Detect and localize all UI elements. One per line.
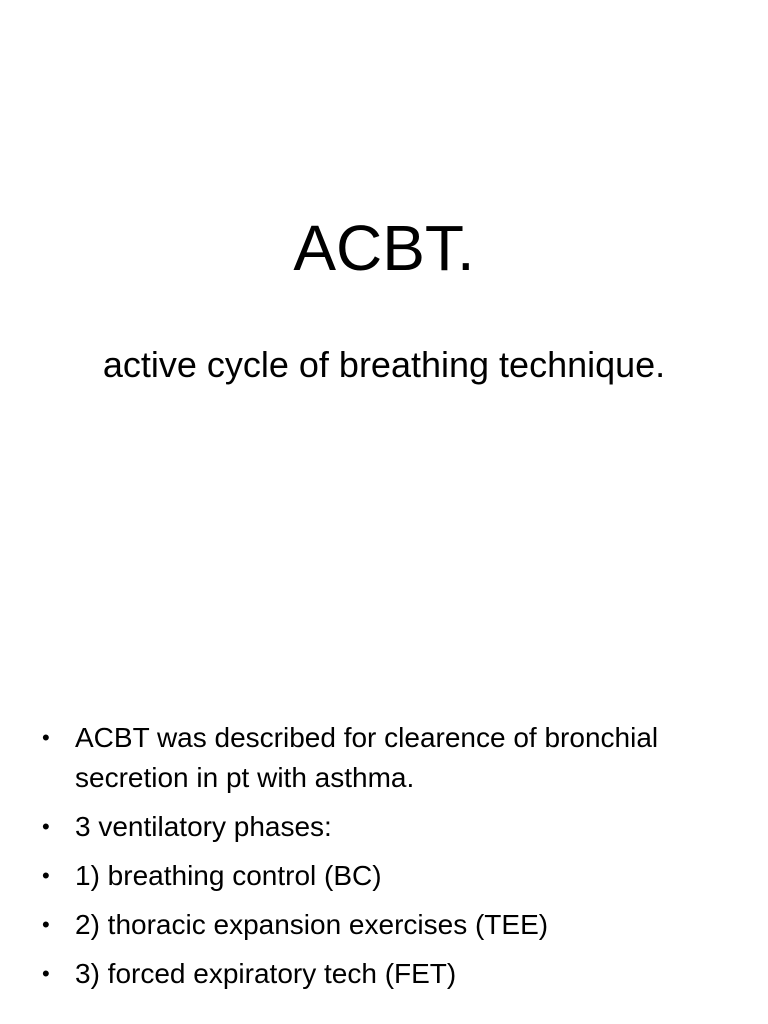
- bullet-text: 3 ventilatory phases:: [75, 811, 332, 842]
- bullet-text: ACBT was described for clearence of bronchial secretion in pt with asthma.: [75, 722, 659, 793]
- bullet-icon: •: [42, 961, 50, 986]
- bullet-item: [40, 856, 740, 896]
- slide-title: ACBT.: [293, 212, 475, 284]
- bullet-icon: •: [42, 725, 50, 750]
- bullet-icon: •: [42, 814, 50, 839]
- bullet-text: 3) forced expiratory tech (FET): [75, 958, 457, 989]
- slide-subtitle: active cycle of breathing technique.: [102, 344, 666, 385]
- bullet-item: [40, 807, 740, 847]
- bullet-item: [40, 718, 740, 798]
- bullet-text: 2) thoracic expansion exercises (TEE): [75, 909, 549, 940]
- bullet-icon: •: [42, 863, 50, 888]
- bullet-item: [40, 905, 740, 945]
- bullet-text: 1) breathing control (BC): [75, 860, 382, 891]
- bullet-icon: •: [42, 912, 50, 937]
- bullet-item: [40, 954, 740, 994]
- bullet-list: [40, 718, 740, 1003]
